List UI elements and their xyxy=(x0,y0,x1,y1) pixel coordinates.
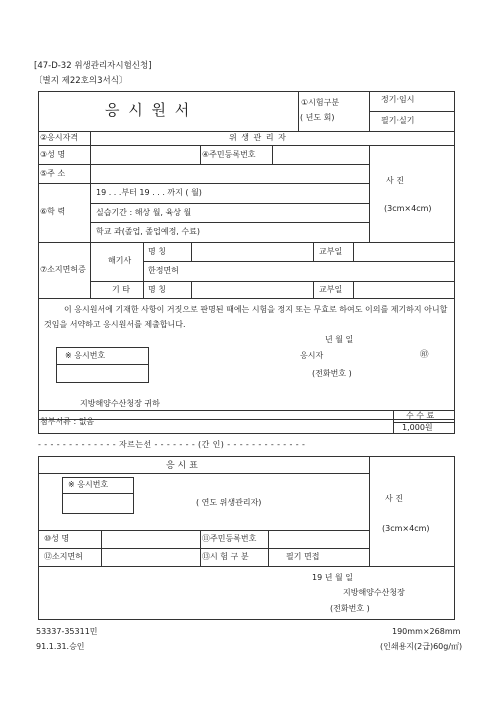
name-field[interactable] xyxy=(91,146,199,163)
ticket-exam-type-label: ⑬시 험 구 분 xyxy=(202,552,249,561)
footer-code: 53337-35311민 xyxy=(36,627,98,636)
education-label: ⑥학 력 xyxy=(40,207,66,216)
school-field[interactable]: 학교 과(졸업, 졸업예정, 수료) xyxy=(96,227,200,236)
addressee: 지방해양수산청장 귀하 xyxy=(80,399,160,408)
license-label: ⑦소지면허증 xyxy=(40,265,86,274)
limited-license-field[interactable] xyxy=(192,262,454,280)
name-label: ③성 명 xyxy=(40,150,66,159)
footer-approved: 91.1.31.승인 xyxy=(36,642,85,651)
ticket-year-text[interactable]: ( 연도 위생관리자) xyxy=(196,498,262,507)
footer-size: 190mm×268mm xyxy=(392,627,461,636)
ticket-photo-size: (3cm×4cm) xyxy=(382,524,430,533)
license-name-field-2[interactable] xyxy=(192,282,312,297)
form-title: 응 시 원 서 xyxy=(105,101,192,119)
ticket-rrn-label: ⑪주민등록번호 xyxy=(202,534,257,543)
ticket-license-label: ⑫소지면허 xyxy=(44,552,83,561)
ticket-photo-label: 사 진 xyxy=(385,494,403,503)
ticket-title: 응 시 표 xyxy=(166,461,198,471)
regular-temp-option[interactable]: 정기·임시 xyxy=(381,95,415,104)
ticket-rrn-field[interactable] xyxy=(269,531,368,547)
ticket-phone[interactable]: (전화번호 ) xyxy=(330,604,370,613)
pledge-text: 이 응시원서에 기재한 사항이 거짓으로 판명된 때에는 시험을 정지 또는 무효로 하여도 이의를 제기하지 아니할 것임을 서약하고 응시원서를 제출합니다. xyxy=(44,305,448,329)
address-field[interactable] xyxy=(91,165,368,182)
other-label: 기 타 xyxy=(112,285,130,294)
rrn-label: ④주민등록번호 xyxy=(202,150,256,159)
ticket-name-field[interactable] xyxy=(102,531,199,547)
fee-value: 1,000원 xyxy=(402,423,433,432)
grant-date-label-1: 교부일 xyxy=(319,247,343,256)
limited-license-label: 한정면허 xyxy=(148,266,179,275)
grant-date-field-2[interactable] xyxy=(354,282,454,297)
exam-type-label: ①시험구분 xyxy=(301,98,340,107)
qualification-label: ②응시자격 xyxy=(40,133,79,142)
ticket-exam-number-label: ※ 응시번호 xyxy=(68,480,109,489)
attachments-label: 첨부서류 : 없음 xyxy=(40,417,95,426)
photo-area[interactable] xyxy=(370,146,454,241)
form-subtitle: 〔별지 제22호의3서식〕 xyxy=(34,76,128,86)
exam-number-field[interactable] xyxy=(57,365,148,382)
fee-label: 수 수 료 xyxy=(406,411,435,420)
education-period[interactable]: 19 . . .부터 19 . . . 까지 ( 월) xyxy=(96,188,202,197)
ticket-license-field[interactable] xyxy=(102,549,199,565)
grant-date-field-1[interactable] xyxy=(354,243,454,260)
exam-year-field[interactable]: ( 년도 회) xyxy=(300,113,335,122)
photo-label: 사 진 xyxy=(386,176,404,185)
applicant-phone[interactable]: (전화번호 ) xyxy=(312,369,352,378)
form-code: [47-D-32 위생관리자시험신청] xyxy=(34,61,152,71)
rrn-field[interactable] xyxy=(273,146,368,163)
ticket-date[interactable]: 19 년 월 일 xyxy=(312,573,353,582)
written-practical-option[interactable]: 필기·실기 xyxy=(381,116,415,125)
license-name-field-1[interactable] xyxy=(192,243,312,260)
kind-label-1: 명 칭 xyxy=(148,247,166,256)
applicant-label: 응시자 xyxy=(300,351,324,360)
ticket-issuer: 지방해양수산청장 xyxy=(343,588,405,597)
kind-label-2: 명 칭 xyxy=(148,285,166,294)
grant-date-label-2: 교부일 xyxy=(319,285,343,294)
cut-line: - - - - - - - - - - - - - 자르는선 - - - - - - - (간 인) - - - - - - - - - - - - - xyxy=(38,440,306,449)
footer-paper: (인쇄용지(2급)60g/㎡) xyxy=(380,642,463,651)
ticket-name-label: ⑩성 명 xyxy=(44,534,70,543)
qualification-value: 위 생 관 리 자 xyxy=(229,133,287,142)
seal-mark: ㊞ xyxy=(420,350,429,360)
address-label: ⑤주 소 xyxy=(40,169,66,178)
ticket-exam-type-value[interactable]: 필기 면접 xyxy=(286,552,320,561)
photo-size: (3cm×4cm) xyxy=(384,204,432,213)
ticket-exam-number-field[interactable] xyxy=(63,494,133,513)
exam-number-label: ※ 응시번호 xyxy=(65,351,106,360)
training-period[interactable]: 실습기간 : 해상 월, 육상 월 xyxy=(96,208,192,217)
submission-date[interactable]: 년 월 일 xyxy=(325,335,354,344)
seaman-label: 해기사 xyxy=(108,256,132,265)
